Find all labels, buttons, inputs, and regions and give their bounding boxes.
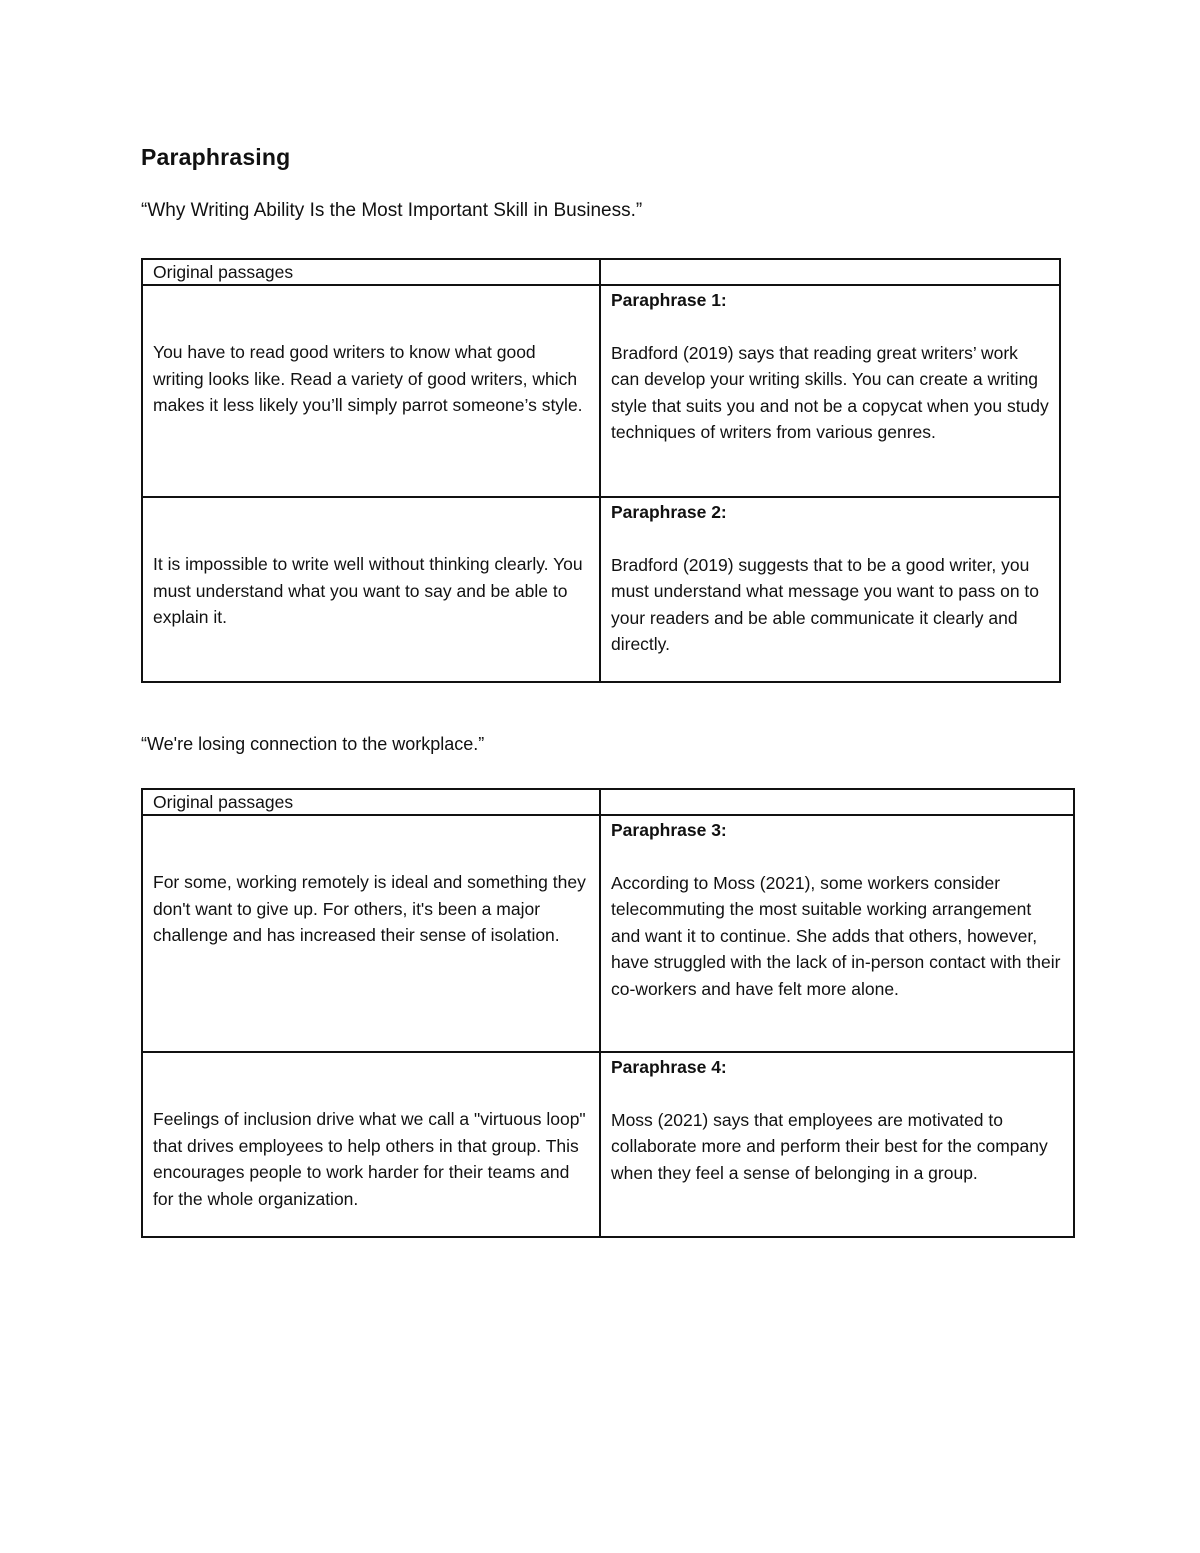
paraphrase-cell [600, 1052, 1074, 1237]
section-title-1: “Why Writing Ability Is the Most Important Skill in Business.” [141, 200, 643, 221]
table-row [142, 285, 1060, 497]
original-passage-cell [142, 285, 600, 497]
header-cell-original [142, 789, 600, 815]
header-label-original: Original passages [153, 792, 294, 812]
paraphrase-text: Moss (2021) says that employees are motivated to collaborate more and perform their best for the company when they feel a sense of belonging in a group. [611, 1109, 1048, 1183]
paraphrase-cell [600, 285, 1060, 497]
header-cell-paraphrase [600, 259, 1060, 285]
original-passage-text: Feelings of inclusion drive what we call a "virtuous loop" that drives employees to help others in that group. This encourages people to work harder for their teams and for the whole organization. [153, 1109, 586, 1209]
table-row [142, 815, 1074, 1052]
original-passage-cell [142, 497, 600, 682]
paraphrase-cell [600, 815, 1074, 1052]
paraphrase-label: Paraphrase 3: [611, 820, 727, 840]
table-row [142, 1052, 1074, 1237]
paraphrase-table-2 [141, 788, 1075, 1238]
header-label-original: Original passages [153, 262, 294, 282]
original-passage-text: You have to read good writers to know what good writing looks like. Read a variety of good writers, which makes it less likely you’ll simply parrot someone’s style. [153, 342, 583, 415]
paraphrase-cell [600, 497, 1060, 682]
paraphrase-text: Bradford (2019) says that reading great writers’ work can develop your writing skills. You can create a writing style that suits you and not be a copycat when you study techniques of writers from various genres. [611, 342, 1049, 442]
table-header-row [142, 259, 1060, 285]
header-cell-original [142, 259, 600, 285]
page-title: Paraphrasing [141, 144, 291, 170]
section-title-2: “We're losing connection to the workplace.” [141, 734, 485, 754]
original-passage-text: It is impossible to write well without thinking clearly. You must understand what you want to say and be able to explain it. [153, 554, 583, 627]
paraphrase-text: According to Moss (2021), some workers consider telecommuting the most suitable working arrangement and want it to continue. She adds that others, however, have struggled with the lack of in-person contact with their co-workers and have felt more alone. [611, 872, 1061, 999]
table-header-row [142, 789, 1074, 815]
header-cell-paraphrase [600, 789, 1074, 815]
paraphrase-label: Paraphrase 2: [611, 502, 727, 522]
paraphrase-table-1 [141, 258, 1061, 683]
original-passage-text: For some, working remotely is ideal and something they don't want to give up. For others, it's been a major challenge and has increased their sense of isolation. [153, 872, 586, 945]
table-row [142, 497, 1060, 682]
original-passage-cell [142, 815, 600, 1052]
paraphrase-text: Bradford (2019) suggests that to be a good writer, you must understand what message you want to pass on to your readers and be able communicate it clearly and directly. [611, 554, 1040, 654]
paraphrase-label: Paraphrase 4: [611, 1057, 727, 1077]
paraphrase-label: Paraphrase 1: [611, 290, 727, 310]
original-passage-cell [142, 1052, 600, 1237]
